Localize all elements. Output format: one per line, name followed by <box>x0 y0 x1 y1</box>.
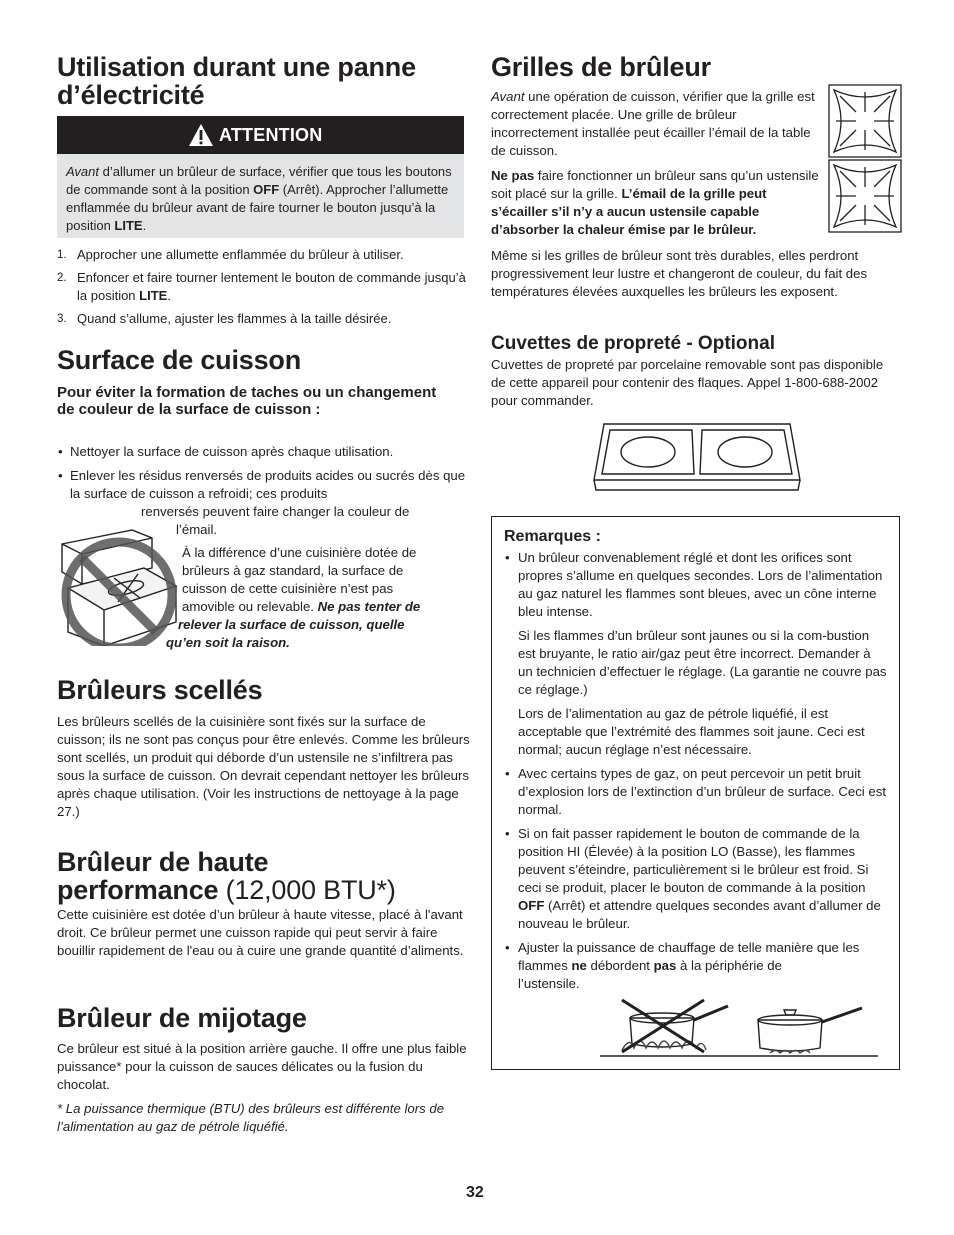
grates-text-3: Même si les grilles de brûleur sont très durables, elles perdront progressivement leur lustre et changeront de couleur, du fait des températures élevées auxquelles les brûleurs les exposent. <box>491 248 868 299</box>
notes-list <box>504 765 887 993</box>
grates-text-1: Avant une opération de cuisson, vérifier que la grille est correctement placée. Une grille de brûleur incorrectement installée peut écailler l’émail de la table de cuisson. <box>491 89 815 158</box>
grates-text-2: Ne pas faire fonctionner un brûleur sans qu’un ustensile soit placé sur la grille. L’émail de la grille peut s’écailler s’il n’y a aucun ustensile capable d’absorber la chaleur émise par le brûleur. <box>491 168 819 237</box>
power-outage-steps <box>57 246 472 333</box>
list-item: • Un brûleur convenablement réglé et dont les orifices sont propres s’allume en quelques secondes. Lors de l’alimentation au gaz naturel les flammes sont bleues, avec un cône interne bleu intense. <box>504 549 887 621</box>
list-item: 3. Quand s’allume, ajuster les flammes à la taille désirée. <box>57 311 392 326</box>
cooktop-bullets <box>57 443 467 509</box>
title-power-outage: Utilisation durant une panne d’électricité <box>57 52 416 110</box>
title-sealed-burners: Brûleurs scellés <box>57 675 263 705</box>
cooktop-warning-line: relever la surface de cuisson, quelle <box>178 617 405 632</box>
title-simmer-burner: Brûleur de mijotage <box>57 1003 307 1033</box>
btu-footnote: * La puissance thermique (BTU) des brûleurs est différente lors de l’alimentation au gaz de pétrole liquéfié. <box>57 1101 445 1134</box>
list-item: • Si on fait passer rapidement le bouton de commande de la position HI (Élevée) à la position LO (Basse), les flammes peuvent s’éteindre, particulièrement si le brûleur est froid. Si ceci se produit, placer le bouton de commande à la position OFF (Arrêt) et attendre quelques secondes avant d’allumer de nouveau le brûleur. <box>504 825 887 933</box>
list-item: • Enlever les résidus renversés de produits acides ou sucrés dès que la surface de cuisson a refroidi; ces produits <box>57 467 467 503</box>
cooktop-text-line: À la différence d’une cuisinière dotée de <box>182 545 417 560</box>
cooktop-text-line: brûleurs à gaz standard, la surface de <box>182 563 404 578</box>
cooktop-text-line: cuisson de cette cuisinière n’est pas <box>182 581 394 596</box>
simmer-text: Ce brûleur est situé à la position arrière gauche. Il offre une plus faible puissance* pour la cuisson de sauces délicates ou la fusion du chocolat. <box>57 1041 467 1092</box>
warning-icon <box>188 123 214 147</box>
cooktop-text-line: amovible ou relevable. Ne pas tenter de <box>182 599 421 614</box>
cooktop-warning-line: qu’en soit la raison. <box>166 635 290 650</box>
cooktop-text-line: l’émail. <box>176 522 218 537</box>
notes-box <box>491 516 900 1070</box>
list-item: • Ajuster la puissance de chauffage de telle manière que les flammes ne débordent pas à la périphérie de l’ustensile. <box>504 939 887 993</box>
cooktop-subtitle: Pour éviter la formation de taches ou un changement de couleur de la surface de cuisson : <box>57 384 437 418</box>
burner-grate-illustration <box>828 84 902 234</box>
notes-list <box>504 549 887 621</box>
list-item: 2. Enfoncer et faire tourner lentement le bouton de commande jusqu’à la position LITE. <box>57 270 466 303</box>
list-item: • Avec certains types de gaz, on peut percevoir un petit bruit d’explosion lors de l’extinction d’un brûleur de surface. Ceci est normal. <box>504 765 887 819</box>
drip-pan-illustration <box>592 420 802 494</box>
list-item: • Nettoyer la surface de cuisson après chaque utilisation. <box>57 443 467 461</box>
attention-bar <box>57 116 464 154</box>
page-number: 32 <box>466 1184 484 1201</box>
note-paragraph: Lors de l’alimentation au gaz de pétrole liquéfié, il est acceptable que l’extrémité des flammes soit jaune. Ceci est normal; aucun réglage n’est nécessaire. <box>518 706 865 757</box>
title-cooktop: Surface de cuisson <box>57 345 301 375</box>
flame-size-illustration <box>600 996 878 1058</box>
do-not-lift-cooktop-illustration <box>54 528 182 646</box>
drip-pans-text: Cuvettes de propreté par porcelaine removable sont pas disponible de cette appareil pour contenir des flaques. Appel 1-800-688-2002 pour commander. <box>491 357 884 408</box>
notes-title: Remarques : <box>504 528 601 545</box>
attention-box: Avant d’allumer un brûleur de surface, vérifier que tous les boutons de commande sont à la position OFF (Arrêt). Approcher l’allumette enflammée du brûleur avant de faire tourner le bouton jusqu’à la position LITE. <box>57 154 464 238</box>
attention-label: ATTENTION <box>219 125 323 145</box>
high-performance-text: Cette cuisinière est dotée d’un brûleur à haute vitesse, placé à l'avant droit. Ce brûleur permet une cuisson rapide qui peut servir à faire bouillir rapidement de l'eau ou à cuire une grande quantité d’aliments. <box>57 907 464 958</box>
title-high-performance: Brûleur de haute performance (12,000 BTU*) <box>57 847 396 905</box>
list-item: 1. Approcher une allumette enflammée du brûleur à utiliser. <box>57 247 404 262</box>
sealed-burners-text: Les brûleurs scellés de la cuisinière sont fixés sur la surface de cuisson; ils ne sont pas conçus pour être enlevés. Comme les brûleurs sont scellés, un produit qui déborde d’un ustensile ne s’infiltrera pas sous la surface de cuisson. On devrait cependant nettoyer les brûleurs après chaque utilisation. (Voir les instructions de nettoyage à la page 27.) <box>57 714 470 819</box>
note-paragraph: Si les flammes d’un brûleur sont jaunes ou si la com-bustion est bruyante, le ratio air/gaz peut être incorrect. Demander à un technicien d’effectuer le réglage. (La garantie ne couvre pas ce réglage.) <box>518 628 887 697</box>
title-burner-grates: Grilles de brûleur <box>491 52 711 82</box>
title-drip-pans: Cuvettes de propreté - Optional <box>491 333 775 354</box>
cooktop-text-line: renversés peuvent faire changer la couleur de <box>141 504 410 519</box>
